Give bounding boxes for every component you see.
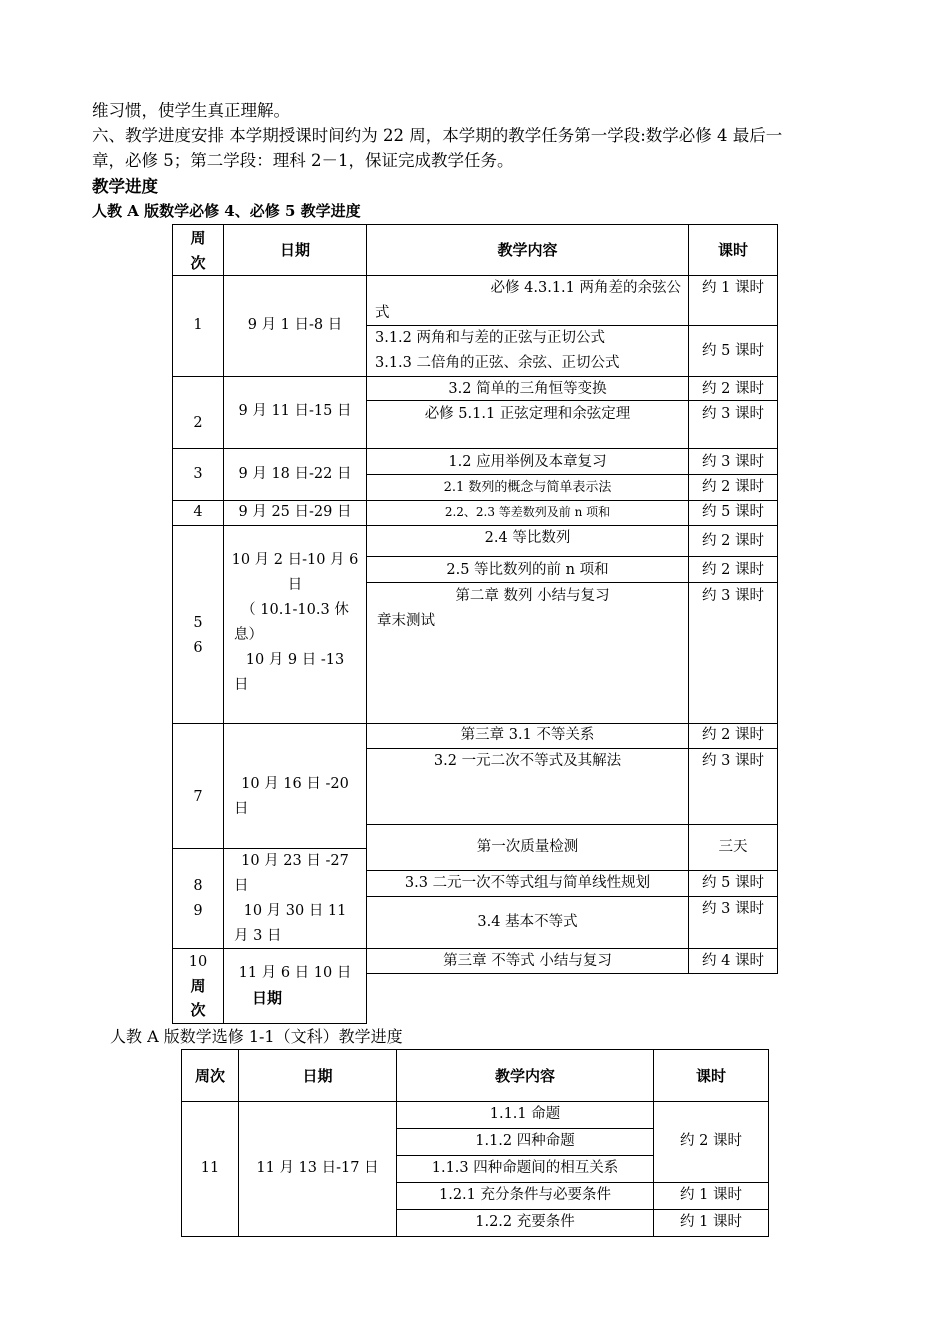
header-week-2: 次: [190, 254, 206, 272]
lesson-cell: 2.5 等比数列的前 n 项和: [446, 562, 609, 578]
hours-cell: 约 2 课时: [702, 381, 764, 397]
hours-cell: 约 3 课时: [702, 901, 764, 917]
header-content: 教学内容: [497, 241, 558, 259]
date-weeks-5-6: 10 月 2 日-10 月 6: [231, 552, 359, 568]
lesson-cell: 3.1.3 二倍角的正弦、余弦、正切公式: [375, 355, 620, 371]
lesson-cell: 1.2 应用举例及本章复习: [448, 454, 607, 470]
lesson-cell: 第三章 3.1 不等关系: [460, 727, 595, 743]
date-weeks-5-6: 日: [287, 577, 303, 593]
section-heading: 教学进度: [92, 177, 158, 196]
table2-title: 人教 A 版数学选修 1-1（文科）教学进度: [110, 1027, 403, 1046]
week-4: 4: [193, 504, 203, 520]
hours-cell: 约 3 课时: [702, 588, 764, 604]
t2-header-hours: 课时: [695, 1067, 726, 1085]
repeated-header-week: 次: [190, 1001, 206, 1019]
date-weeks-8-9: 10 月 30 日 11: [243, 903, 347, 919]
lesson-cell: 式: [375, 305, 390, 321]
date-week-2: 9 月 11 日-15 日: [238, 403, 352, 419]
hours-cell: 约 3 课时: [702, 454, 764, 470]
week-9: 9: [193, 903, 203, 919]
t2-lesson-cell: 1.2.2 充要条件: [475, 1214, 575, 1230]
t2-hours-cell: 约 2 课时: [680, 1133, 742, 1149]
date-week-3: 9 月 18 日-22 日: [238, 466, 352, 482]
hours-cell: 约 5 课时: [702, 504, 764, 520]
hours-cell: 约 2 课时: [702, 533, 764, 549]
intro-line-2: 六、教学进度安排 本学期授课时间约为 22 周，本学期的教学任务第一学段:数学必修 4 最后一: [92, 126, 783, 145]
lesson-cell: 2.1 数列的概念与简单表示法: [443, 480, 612, 495]
hours-cell: 约 5 课时: [702, 875, 764, 891]
header-hours: 课时: [717, 241, 748, 259]
t2-header-date: 日期: [302, 1067, 333, 1085]
date-week-7: 10 月 16 日 -20: [241, 776, 349, 792]
hours-cell: 约 3 课时: [702, 406, 764, 422]
t2-lesson-cell: 1.1.3 四种命题间的相互关系: [431, 1160, 619, 1176]
date-week-1: 9 月 1 日-8 日: [247, 317, 343, 333]
lesson-cell: 3.2 一元二次不等式及其解法: [433, 753, 622, 769]
lesson-cell: 2.4 等比数列: [484, 530, 571, 546]
date-weeks-5-6: 10 月 9 日 -13: [245, 652, 345, 668]
lesson-cell: 第一次质量检测: [476, 839, 579, 855]
date-weeks-5-6: 日: [234, 677, 249, 693]
week-7: 7: [193, 789, 203, 805]
date-week-4: 9 月 25 日-29 日: [238, 504, 352, 520]
lesson-cell: 3.2 简单的三角恒等变换: [448, 381, 607, 397]
hours-cell: 三天: [718, 839, 748, 855]
hours-cell: 约 5 课时: [702, 343, 764, 359]
lesson-cell: 第三章 不等式 小结与复习: [443, 953, 612, 969]
date-weeks-8-9: 10 月 23 日 -27: [241, 853, 349, 869]
week-3: 3: [193, 466, 203, 482]
lesson-cell: 必修 5.1.1 正弦定理和余弦定理: [424, 406, 631, 422]
hours-cell: 约 3 课时: [702, 753, 764, 769]
repeated-header-week: 周: [190, 977, 206, 995]
week-6: 6: [193, 640, 203, 656]
lesson-cell: 3.3 二元一次不等式组与简单线性规划: [404, 875, 651, 891]
week-10: 10: [188, 954, 208, 970]
lesson-cell: 3.1.2 两角和与差的正弦与正切公式: [375, 330, 606, 346]
repeated-header-date: 日期: [252, 989, 283, 1007]
lesson-cell: 必修 4.3.1.1 两角差的余弦公: [490, 280, 681, 296]
week-8: 8: [193, 878, 203, 894]
t2-lesson-cell: 1.2.1 充分条件与必要条件: [438, 1187, 611, 1203]
header-week-1: 周: [190, 229, 206, 247]
header-date: 日期: [279, 241, 310, 259]
date-weeks-8-9: 日: [234, 878, 249, 894]
intro-line-3: 章，必修 5；第二学段：理科 2－1，保证完成教学任务。: [92, 151, 514, 170]
intro-line-1: 维习惯，使学生真正理解。: [92, 101, 290, 120]
date-weeks-5-6: （ 10.1-10.3 休: [241, 602, 349, 618]
t2-lesson-cell: 1.1.2 四种命题: [475, 1133, 575, 1149]
week-2: 2: [193, 415, 203, 431]
hours-cell: 约 4 课时: [702, 953, 764, 969]
date-weeks-8-9: 月 3 日: [234, 928, 282, 944]
date-week-10: 11 月 6 日 10 日: [238, 965, 352, 981]
week-1: 1: [193, 317, 203, 333]
hours-cell: 约 2 课时: [702, 727, 764, 743]
t2-week-11: 11: [200, 1160, 220, 1176]
lesson-cell: 第二章 数列 小结与复习: [455, 588, 610, 604]
lesson-cell: 2.2、2.3 等差数列及前 n 项和: [444, 505, 611, 519]
table1-title: 人教 A 版数学必修 4、必修 5 教学进度: [92, 202, 361, 220]
t2-hours-cell: 约 1 课时: [680, 1214, 742, 1230]
hours-cell: 约 2 课时: [702, 562, 764, 578]
hours-cell: 约 1 课时: [702, 280, 764, 296]
hours-cell: 约 2 课时: [702, 479, 764, 495]
date-week-7: 日: [234, 801, 249, 817]
lesson-cell: 章末测试: [377, 613, 435, 629]
lesson-cell: 3.4 基本不等式: [477, 914, 578, 930]
week-5: 5: [193, 615, 203, 631]
t2-hours-cell: 约 1 课时: [680, 1187, 742, 1203]
date-weeks-5-6: 息）: [234, 627, 263, 643]
t2-lesson-cell: 1.1.1 命题: [489, 1106, 561, 1122]
t2-header-content: 教学内容: [494, 1067, 555, 1085]
t2-date-week-11: 11 月 13 日-17 日: [256, 1160, 379, 1176]
t2-header-week: 周次: [194, 1067, 225, 1085]
